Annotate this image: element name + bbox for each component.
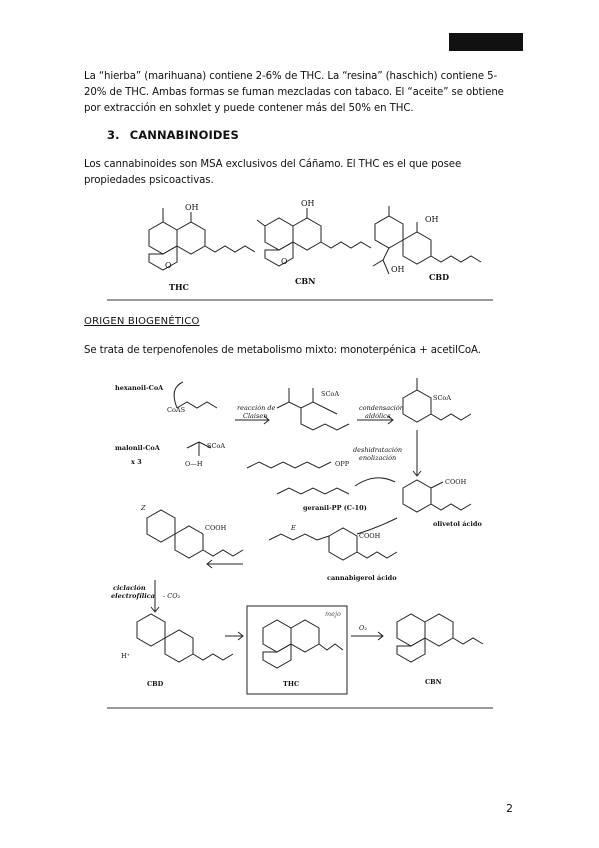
x3-label: x 3 — [131, 458, 142, 466]
cbd-oh-label: OH — [425, 215, 439, 224]
cbn-o-label: O — [281, 257, 288, 266]
co2-label: - CO₂ — [163, 592, 181, 600]
thc-ring-a — [149, 222, 177, 254]
section-title: CANNABINOIDES — [129, 128, 239, 142]
oh-acid-label: O—H — [185, 460, 203, 468]
section-heading — [107, 128, 239, 142]
electrofilica-label: electrofílica — [111, 592, 155, 600]
cbn-ring-b — [293, 218, 321, 250]
intro-paragraph: La “hierba” (marihuana) contiene 2-6% de THC. La “resina” (haschich) contiene 5-20% de THC. Ambas formas se fuman mezcladas con tabaco. El “aceite” se obtiene por extracción en sohxlet y puede contener más del 50% en THC. — [84, 71, 504, 114]
cbn-oh-label: OH — [301, 199, 315, 208]
cbd-ring-b — [403, 232, 431, 264]
ciclacion-label: ciclación — [113, 584, 146, 592]
cooh-label-3: COOH — [205, 524, 227, 532]
hexanoil-label: hexanoil-CoA — [115, 384, 164, 392]
cannabinoid-paragraph: Los cannabinoides son MSA exclusivos del Cáñamo. El THC es el que posee propiedades psicoactivas. — [84, 159, 462, 186]
note-label: mejo — [325, 610, 341, 618]
enolizacion-label: enolización — [359, 454, 397, 462]
z-label: Z — [141, 504, 146, 512]
malonil-label: malonil-CoA — [115, 444, 160, 452]
scoa-label-3: SCoA — [433, 394, 452, 402]
thc-oh-label: OH — [185, 203, 199, 212]
cannabinoid-structures-figure — [107, 196, 493, 302]
coas-label: CoAS — [167, 406, 186, 414]
cannabinoid-structures-svg — [107, 196, 493, 302]
thc-ring-c — [149, 246, 177, 270]
biosynthesis-scheme-figure — [107, 368, 493, 710]
cooh-label-2: COOH — [359, 532, 381, 540]
thc-label: THC — [169, 282, 189, 292]
section-number: 3. — [107, 128, 120, 142]
geranil-label: geranil-PP (C-10) — [303, 504, 367, 512]
biogenesis-paragraph: Se trata de terpenofenoles de metabolismo mixto: monoterpénica + acetilCoA. — [84, 345, 481, 356]
claisen-label-1: reacción de — [237, 404, 276, 412]
h-plus-label: H⁺ — [121, 652, 131, 660]
scoa-label-1: SCoA — [207, 442, 226, 450]
cbn-scheme-label: CBN — [425, 678, 442, 686]
aldolica-label: aldólica — [365, 412, 391, 420]
thc-ring-b — [177, 222, 205, 254]
cbd-scheme-label: CBD — [147, 680, 164, 688]
o2-label: O₂ — [359, 624, 367, 632]
subsection-heading: ORIGEN BIOGENÉTICO — [84, 316, 200, 327]
cbd-ho-label: OH — [391, 265, 405, 274]
cbn-ring-a — [265, 218, 293, 250]
biosynthesis-scheme-svg — [107, 368, 493, 710]
thc-o-label: O — [165, 261, 172, 270]
cooh-label-1: COOH — [445, 478, 467, 486]
cbn-label: CBN — [295, 276, 316, 286]
cbd-ring-a — [375, 216, 403, 248]
condensacion-label: condensación — [359, 404, 404, 412]
thc-scheme-label: THC — [283, 680, 300, 688]
deshidratacion-label: deshidratación — [353, 446, 403, 454]
page-number: 2 — [506, 802, 513, 815]
e-label: E — [291, 524, 296, 532]
redacted-header-box — [449, 33, 523, 51]
opp-label: OPP — [335, 460, 350, 468]
cannabigerol-label: cannabigerol ácido — [327, 574, 397, 582]
scoa-label-2: SCoA — [321, 390, 340, 398]
cbd-label: CBD — [429, 272, 450, 282]
olivetol-label: olivetol ácido — [433, 520, 482, 528]
claisen-label-2: Claisen — [243, 412, 268, 420]
cbn-ring-c — [265, 242, 293, 266]
